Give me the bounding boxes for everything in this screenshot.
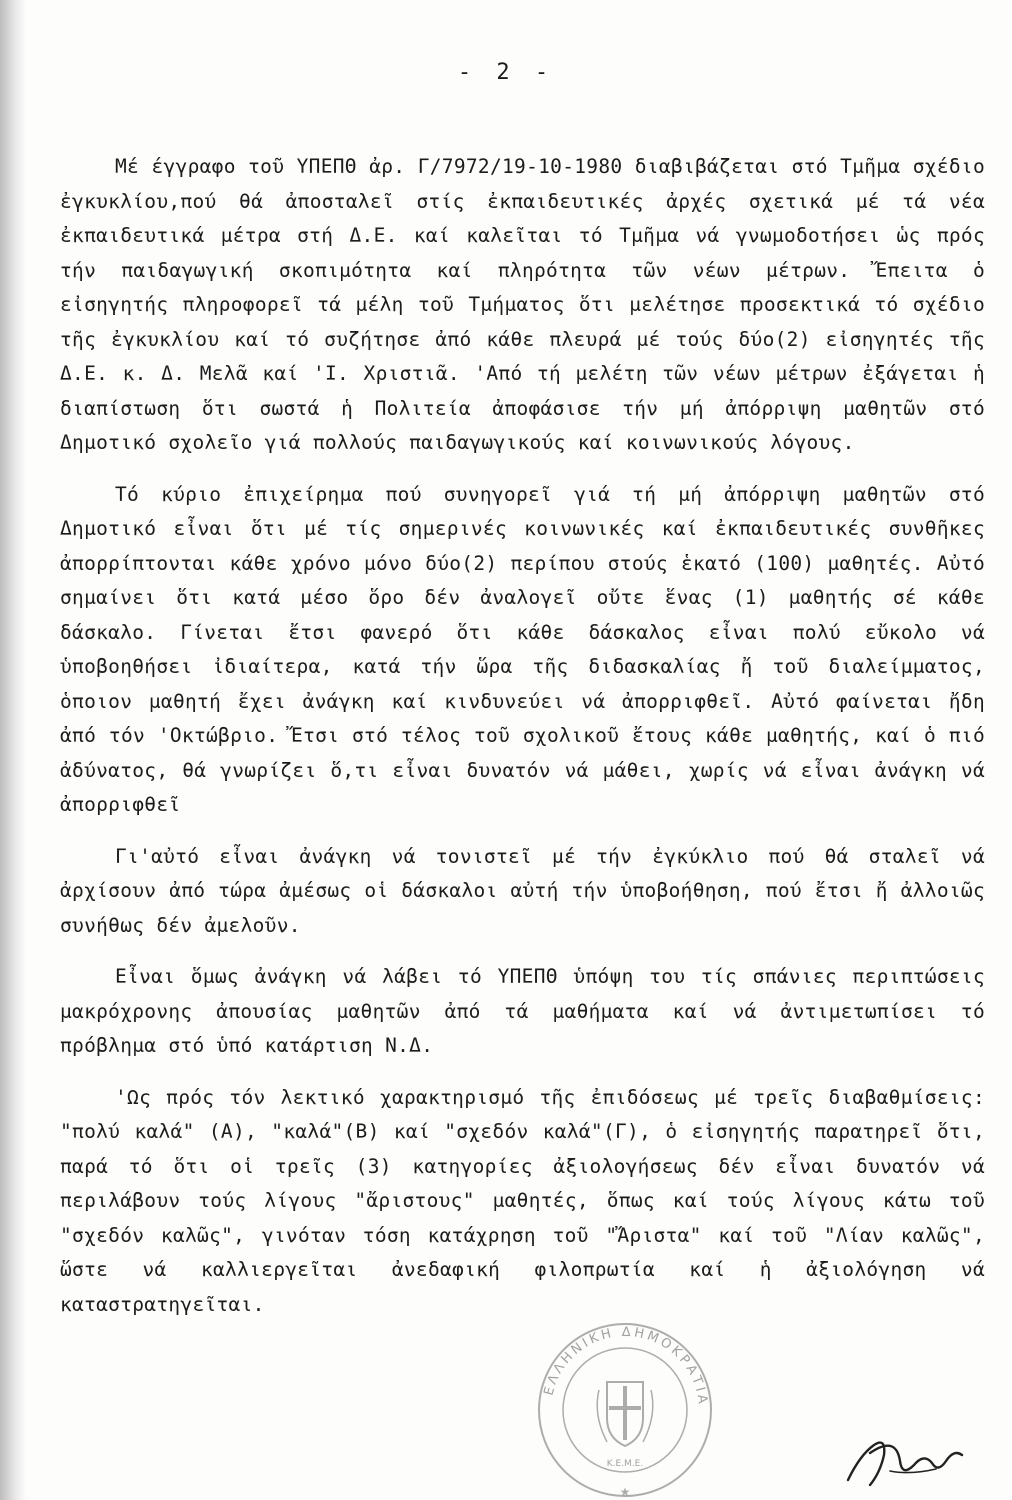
seal-label: ΕΛΛΗΝΙΚΗ ΔΗΜΟΚΡΑΤΙΑ bbox=[541, 1324, 711, 1408]
paragraph-3: Γι'αὐτό εἶναι ἀνάγκη νά τονιστεῖ μέ τήν ἐγκύκλιο πού θά σταλεῖ νά ἀρχίσουν ἀπό τώρα ἀμέσως οἱ δάσκαλοι αὐτή τήν ὑποβοήθηση, πού ἔτσι ἤ ἀλλοιῶς συνήθως δέν ἀμελοῦν. bbox=[60, 844, 985, 937]
seal-center-text: Κ.Ε.Μ.Ε. bbox=[606, 1459, 644, 1469]
star-icon: ★ bbox=[619, 1485, 631, 1499]
paragraph-1: Μέ έγγραφο τοῦ ΥΠΕΠΘ ἀρ. Γ/7972/19-10-1980 διαβιβάζεται στό Τμῆμα σχέδιο ἐγκυκλίου,πού θά ἀποσταλεῖ στίς ἐκπαιδευτικές ἀρχές σχετικά μέ τά νέα ἐκπαιδευτικά μέτρα στή Δ.Ε. καί καλεῖται τό Τμῆμα νά γνωμοδοτήσει ὡς πρός τήν παιδαγωγική σκοπιμότητα καί πληρότητα τῶν νέων μέτρων. Ἔπειτα ὁ εἰσηγητής πληροφορεῖ τά μέλη τοῦ Τμήματος ὅτι μελέτησε προσεκτικά τό σχέδιο τῆς ἐγκυκλίου καί τό συζήτησε ἀπό κάθε πλευρά μέ τούς δύο(2) εἰσηγητές τῆς Δ.Ε. κ. Δ. Μελᾶ καί 'Ι. Χριστιᾶ. 'Από τή μελέτη τῶν νέων μέτρων ἐξάγεται ἡ διαπίστωση ὅτι σωστά ἡ Πολιτεία ἀποφάσισε τήν μή ἀπόρριψη μαθητῶν στό Δημοτικό σχολεῖο γιά πολλούς παιδαγωγικούς καί κοινωνικούς λόγους. bbox=[60, 155, 985, 454]
official-seal-stamp bbox=[535, 1320, 715, 1500]
paragraph-2: Τό κύριο ἐπιχείρημα πού συνηγορεῖ γιά τή μή ἀπόρριψη μαθητῶν στό Δημοτικό εἶναι ὅτι μέ τίς σημερινές κοινωνικές καί ἐκπαιδευτικές συνθῆκες ἀπορρίπτονται κάθε χρόνο μόνο δύο(2) περίπου στούς ἑκατό (100) μαθητές. Αὐτό σημαίνει ὅτι κατά μέσο ὅρο δέν ἀναλογεῖ οὔτε ἕνας (1) μαθητής σέ κάθε δάσκαλο. Γίνεται ἔτσι φανερό ὅτι κάθε δάσκαλος εἶναι πολύ εὔκολο νά ὑποβοηθήσει ἰδιαίτερα, κατά τήν ὥρα τῆς διδασκαλίας ἤ τοῦ διαλείμματος, ὁποιον μαθητή ἔχει ἀνάγκη καί κινδυνεύει νά ἀπορριφθεῖ. Αὐτό φαίνεται ἤδη ἀπό τόν 'Οκτώβριο. Ἔτσι στό τέλος τοῦ σχολικοῦ ἔτους κάθε μαθητής, καί ὁ πιό ἀδύνατος, θά γνωρίζει ὅ,τι εἶναι δυνατόν νά μάθει, χωρίς νά εἶναι ἀνάγκη νά ἀπορριφθεῖ bbox=[60, 482, 985, 816]
coat-of-arms-icon bbox=[597, 1382, 653, 1446]
handwritten-signature bbox=[840, 1425, 970, 1495]
page-number: - 2 - bbox=[457, 60, 555, 85]
document-body bbox=[60, 150, 985, 1339]
paragraph-4: Εἶναι ὅμως ἀνάγκη νά λάβει τό ΥΠΕΠΘ ὑπόψη του τίς σπάνιες περιπτώσεις μακρόχρονης ἀπουσίας μαθητῶν ἀπό τά μαθήματα καί νά ἀντιμετωπίσει τό πρόβλημα στό ὑπό κατάρτιση Ν.Δ. bbox=[60, 965, 985, 1057]
paragraph-5: 'Ως πρός τόν λεκτικό χαρακτηρισμό τῆς ἐπιδόσεως μέ τρεῖς διαβαθμίσεις: "πολύ καλά" (Α), "καλά"(Β) καί "σχεδόν καλά"(Γ), ὁ εἰσηγητής παρατηρεῖ ὅτι, παρά τό ὅτι οἱ τρεῖς (3) κατηγορίες ἀξιολογήσεως δέν εἶναι δυνατόν νά περιλάβουν τούς λίγους "ἄριστους" μαθητές, ὅπως καί τούς λίγους κάτω τοῦ "σχεδόν καλῶς", γινόταν τόση κατάχρηση τοῦ "Ἄριστα" καί τοῦ "Λίαν καλῶς", ὥστε νά καλλιεργεῖται ἀνεδαφική φιλοπρωτία καί ἡ ἀξιολόγηση νά καταστρατηγεῖται. bbox=[60, 1085, 985, 1316]
scan-edge-shadow bbox=[0, 0, 26, 1500]
